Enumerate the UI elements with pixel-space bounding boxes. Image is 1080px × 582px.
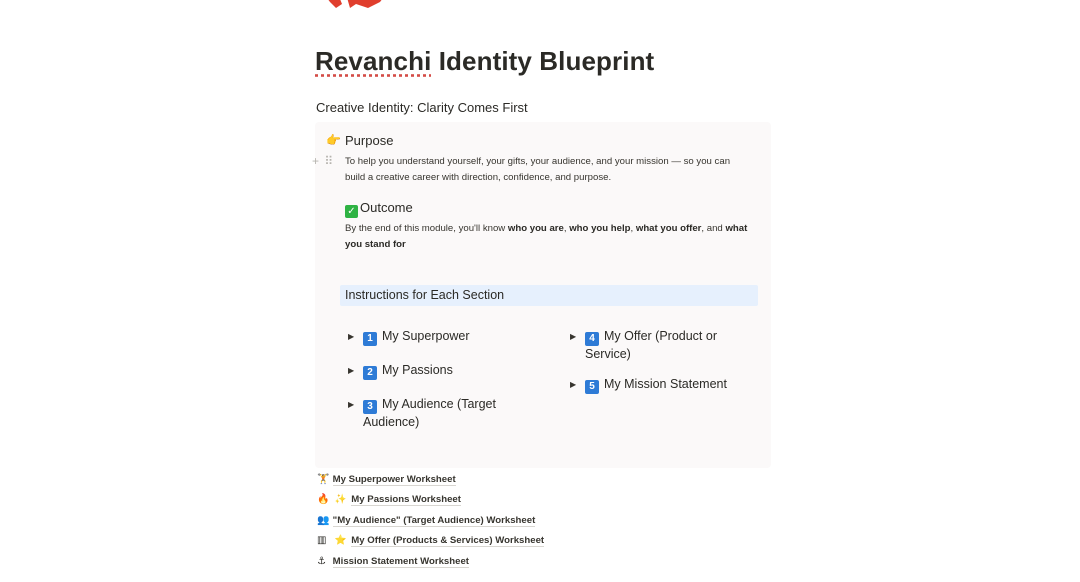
link-label[interactable]: "My Audience" (Target Audience) Worksheet xyxy=(332,515,536,526)
fire-icon: 🔥 xyxy=(317,494,330,505)
toggle-arrow-icon[interactable]: ▶ xyxy=(570,380,577,389)
star-icon: ⭐ xyxy=(334,535,347,546)
add-block-icon[interactable]: + xyxy=(312,154,320,168)
link-label[interactable]: My Superpower Worksheet xyxy=(332,474,456,485)
outcome-bold-3: what you offer xyxy=(635,223,702,234)
outcome-description[interactable] xyxy=(345,221,755,253)
pointing-hand-icon: 👉 xyxy=(326,133,341,147)
outcome-bold-2: who you help xyxy=(569,223,631,234)
page-title-rest: Identity Blueprint xyxy=(431,46,655,76)
block-handle[interactable] xyxy=(312,154,333,168)
toggle-label: My Mission Statement xyxy=(604,377,727,391)
check-mark-icon: ✓ xyxy=(345,205,358,218)
outcome-heading-label: Outcome xyxy=(360,200,413,215)
toggle-arrow-icon[interactable]: ▶ xyxy=(348,366,355,375)
purpose-description[interactable]: To help you understand yourself, your gifts, your audience, and your mission — so you can build a creative career with direction, confidence, and purpose. xyxy=(345,156,731,183)
link-passions-worksheet[interactable] xyxy=(317,494,461,510)
page-title-brand: Revanchi xyxy=(315,46,432,76)
anchor-icon: ⚓ xyxy=(317,556,326,567)
keycap-1-icon: 1 xyxy=(363,332,377,346)
toggle-arrow-icon[interactable]: ▶ xyxy=(570,332,577,341)
sparkles-icon: ✨ xyxy=(334,494,347,505)
purpose-heading[interactable]: Purpose xyxy=(345,133,394,148)
outcome-text: By the end of this module, you'll know xyxy=(345,223,508,234)
keycap-2-icon: 2 xyxy=(363,366,377,380)
toggle-label: My Passions xyxy=(382,363,453,377)
outcome-bold-1: who you are xyxy=(507,223,564,234)
toggle-label: My Superpower xyxy=(382,329,470,343)
link-offer-worksheet[interactable] xyxy=(317,535,544,551)
keycap-3-icon: 3 xyxy=(363,400,377,414)
outcome-sep-2: , xyxy=(630,223,636,234)
keycap-5-icon: 5 xyxy=(585,380,599,394)
cover-emblem-icon[interactable] xyxy=(322,0,388,16)
page-subtitle[interactable]: Creative Identity: Clarity Comes First xyxy=(316,100,528,115)
outcome-sep-3: , and xyxy=(701,223,726,234)
link-audience-worksheet[interactable] xyxy=(317,515,535,531)
link-label[interactable]: My Offer (Products & Services) Worksheet xyxy=(351,535,545,546)
page-title[interactable] xyxy=(315,46,654,77)
link-mission-worksheet[interactable] xyxy=(317,556,469,572)
weightlifter-icon: 🏋 xyxy=(317,474,330,485)
toggle-arrow-icon[interactable]: ▶ xyxy=(348,332,355,341)
toggle-label: My Audience (Target Audience) xyxy=(363,397,496,429)
keycap-4-icon: 4 xyxy=(585,332,599,346)
toggle-arrow-icon[interactable]: ▶ xyxy=(348,400,355,409)
drag-handle-icon[interactable]: ⠿ xyxy=(324,154,334,168)
link-label[interactable]: My Passions Worksheet xyxy=(351,494,461,505)
instructions-heading[interactable]: Instructions for Each Section xyxy=(345,288,505,302)
barcode-icon: ▥ xyxy=(317,535,327,546)
outcome-sep-1: , xyxy=(563,223,570,234)
toggle-label: My Offer (Product or Service) xyxy=(585,329,717,361)
people-icon: 👥 xyxy=(317,515,330,526)
outcome-bold-4: what you stand for xyxy=(345,223,748,250)
outcome-heading[interactable] xyxy=(345,200,413,218)
link-label[interactable]: Mission Statement Worksheet xyxy=(332,556,469,567)
link-superpower-worksheet[interactable] xyxy=(317,474,456,490)
